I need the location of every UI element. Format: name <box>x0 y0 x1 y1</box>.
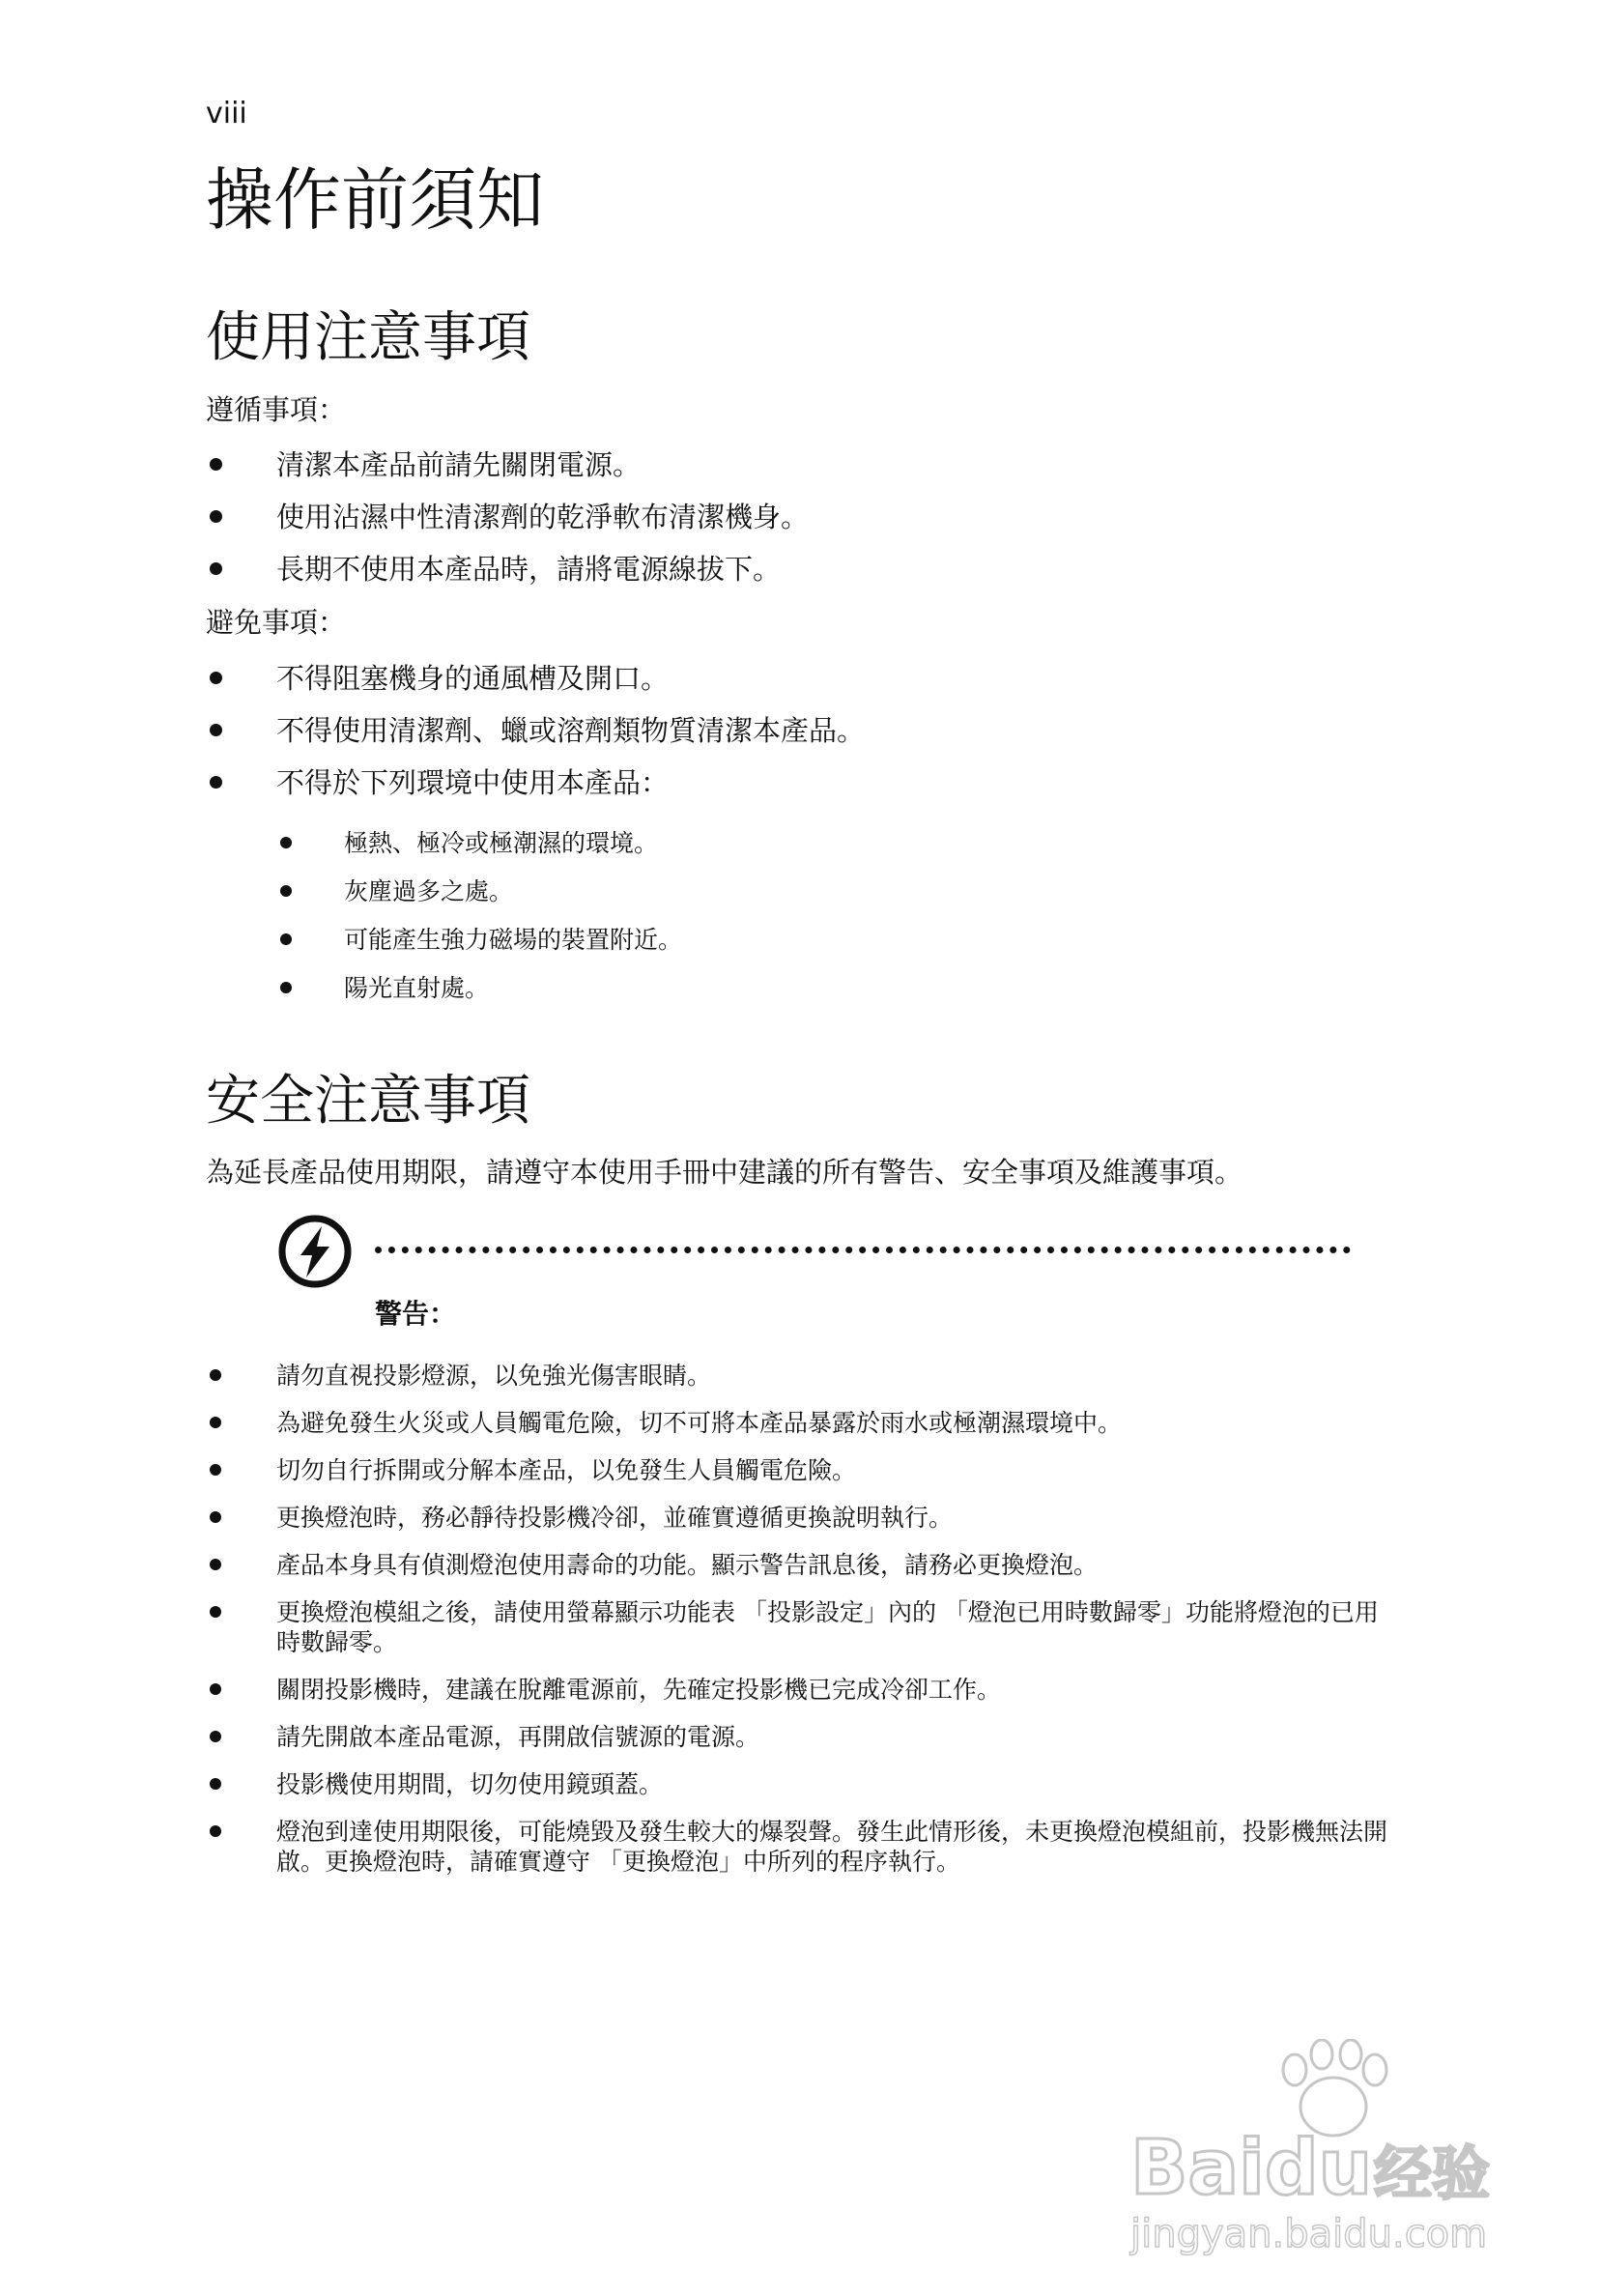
list-item: 產品本身具有偵測燈泡使用壽命的功能。顯示警告訊息後，請務必更換燈泡。 <box>206 1550 1394 1580</box>
safety-section-title: 安全注意事項 <box>206 1070 530 1133</box>
watermark-brand-cn: 经验 <box>1374 2140 1490 2208</box>
warning-list <box>206 1361 1394 1894</box>
usage-section-title: 使用注意事項 <box>206 306 530 369</box>
watermark-brand: Baidu <box>1130 2125 1373 2212</box>
list-item: 燈泡到達使用期限後，可能燒毀及發生較大的爆裂聲。發生此情形後，未更換燈泡模組前，投影機無法開啟。更換燈泡時，請確實遵守 「更換燈泡」中所列的程序執行。 <box>206 1817 1394 1877</box>
environment-list <box>276 828 1339 1021</box>
warning-divider <box>375 1247 1351 1253</box>
lightning-warning-icon <box>277 1214 353 1289</box>
list-item: 灰塵過多之處。 <box>276 876 1339 925</box>
page-title: 操作前須知 <box>206 160 544 240</box>
list-item: 投影機使用期間，切勿使用鏡頭蓋。 <box>206 1769 1394 1799</box>
watermark-url: jingyan.baidu.com <box>1130 2212 1488 2256</box>
list-item: 不得於下列環境中使用本產品： <box>206 765 1394 818</box>
follow-list <box>206 447 1394 604</box>
list-item: 長期不使用本產品時，請將電源線拔下。 <box>206 552 1394 604</box>
list-item: 可能產生強力磁場的裝置附近。 <box>276 925 1339 973</box>
follow-label: 遵循事項： <box>206 393 347 426</box>
list-item: 請先開啟本產品電源，再開啟信號源的電源。 <box>206 1722 1394 1752</box>
avoid-label: 避免事項： <box>206 606 347 639</box>
list-item: 更換燈泡時，務必靜待投影機冷卻，並確實遵循更換說明執行。 <box>206 1503 1394 1533</box>
list-item: 陽光直射處。 <box>276 973 1339 1021</box>
list-item: 請勿直視投影燈源，以免強光傷害眼睛。 <box>206 1361 1394 1391</box>
list-item: 清潔本產品前請先關閉電源。 <box>206 447 1394 500</box>
list-item: 關閉投影機時，建議在脫離電源前，先確定投影機已完成冷卻工作。 <box>206 1675 1394 1705</box>
avoid-list <box>206 661 1394 818</box>
list-item: 更換燈泡模組之後，請使用螢幕顯示功能表 「投影設定」內的 「燈泡已用時數歸零」功能將燈泡的已用時數歸零。 <box>206 1597 1394 1657</box>
list-item: 不得阻塞機身的通風槽及開口。 <box>206 661 1394 713</box>
paw-icon <box>1283 2040 1386 2136</box>
list-item: 極熱、極冷或極潮濕的環境。 <box>276 828 1339 876</box>
list-item: 使用沾濕中性清潔劑的乾淨軟布清潔機身。 <box>206 500 1394 552</box>
list-item: 切勿自行拆開或分解本產品，以免發生人員觸電危險。 <box>206 1455 1394 1485</box>
baidu-watermark <box>1121 2039 1507 2261</box>
list-item: 不得使用清潔劑、蠟或溶劑類物質清潔本產品。 <box>206 713 1394 765</box>
page-number: viii <box>206 97 247 130</box>
list-item: 為避免發生火災或人員觸電危險，切不可將本產品暴露於雨水或極潮濕環境中。 <box>206 1408 1394 1438</box>
warning-label: 警告： <box>375 1298 457 1330</box>
safety-intro: 為延長產品使用期限，請遵守本使用手冊中建議的所有警告、安全事項及維護事項。 <box>206 1156 1243 1189</box>
